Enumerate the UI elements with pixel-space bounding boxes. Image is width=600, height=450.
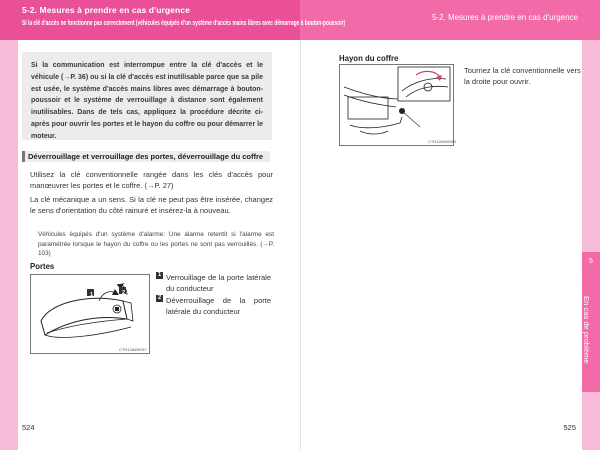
legend-item-1	[156, 272, 271, 294]
chapter-label: En cas de problème	[582, 296, 591, 364]
callout-2: 2	[122, 290, 126, 296]
legend-text: Déverrouillage de la porte latérale du conducteur	[166, 296, 271, 316]
section-subtitle-left: Si la clé d'accès ne fonctionne pas correctement (véhicules équipés d'un système d'accès mains libres avec démarrage à bouton-poussoir)	[22, 18, 346, 27]
section-title-left: 5-2. Mesures à prendre en cas d'urgence	[22, 5, 190, 15]
paragraph-alarm-note: Véhicules équipés d'un système d'alarme: Une alarme retentit si l'alarme est paramétrée lorsque le hayon du coffre ou les portes ne sont pas verrouillés. (→P. 103)	[38, 231, 274, 257]
page-number-left: 524	[22, 423, 35, 432]
chapter-number: 5	[589, 258, 593, 265]
callout-1: 1	[90, 292, 94, 298]
legend-number: 1	[157, 272, 162, 278]
legend-text: Verrouillage de la porte latérale du conducteur	[166, 273, 271, 293]
trunk-instruction: Tournez la clé conventionnelle vers la droite pour ouvrir.	[464, 66, 581, 86]
trunk-heading: Hayon du coffre	[339, 54, 399, 63]
paragraph-key-orientation: La clé mécanique a un sens. Si la clé ne peut pas être insérée, changez le sens d'orientation du côté rainuré et insérez-la à nouveau.	[30, 195, 273, 215]
page-number-right: 525	[563, 423, 576, 432]
door-handle-illustration	[31, 275, 149, 353]
note-box: Si la communication est interrompue entre la clé d'accès et le véhicule (→P. 36) ou si la clé d'accès est inutilisable parce que sa pile est usée, le système d'accès mains libres avec démarrage à bouton-poussoir et le système de verrouillage à distance sont également inutilisables. Dans de tels cas, appliquez la procédure décrite ci-après pour ouvrir les portes et le hayon du coffre ou pour démarrer le moteur.	[22, 52, 272, 140]
trunk-lock-illustration	[340, 65, 453, 145]
legend-item-2	[156, 295, 271, 317]
legend-number: 2	[157, 295, 162, 301]
left-edge-band	[0, 40, 18, 450]
page-gutter	[300, 40, 301, 450]
trunk-figure	[339, 64, 454, 146]
door-handle-figure	[30, 274, 150, 354]
doors-heading: Portes	[30, 262, 55, 271]
section-title-right: 5-2. Mesures à prendre en cas d'urgence	[431, 13, 578, 22]
section-heading: Déverrouillage et verrouillage des portes, déverrouillage du coffre	[22, 151, 270, 162]
paragraph-usage: Utilisez la clé conventionnelle rangée dans les clés d'accès pour manœuvrer les portes et le coffre. (→P. 27)	[30, 170, 273, 190]
trunk-figure-code: CTH12AW0059	[428, 139, 456, 144]
doors-figure-code: CTH12AW0047	[119, 347, 147, 352]
